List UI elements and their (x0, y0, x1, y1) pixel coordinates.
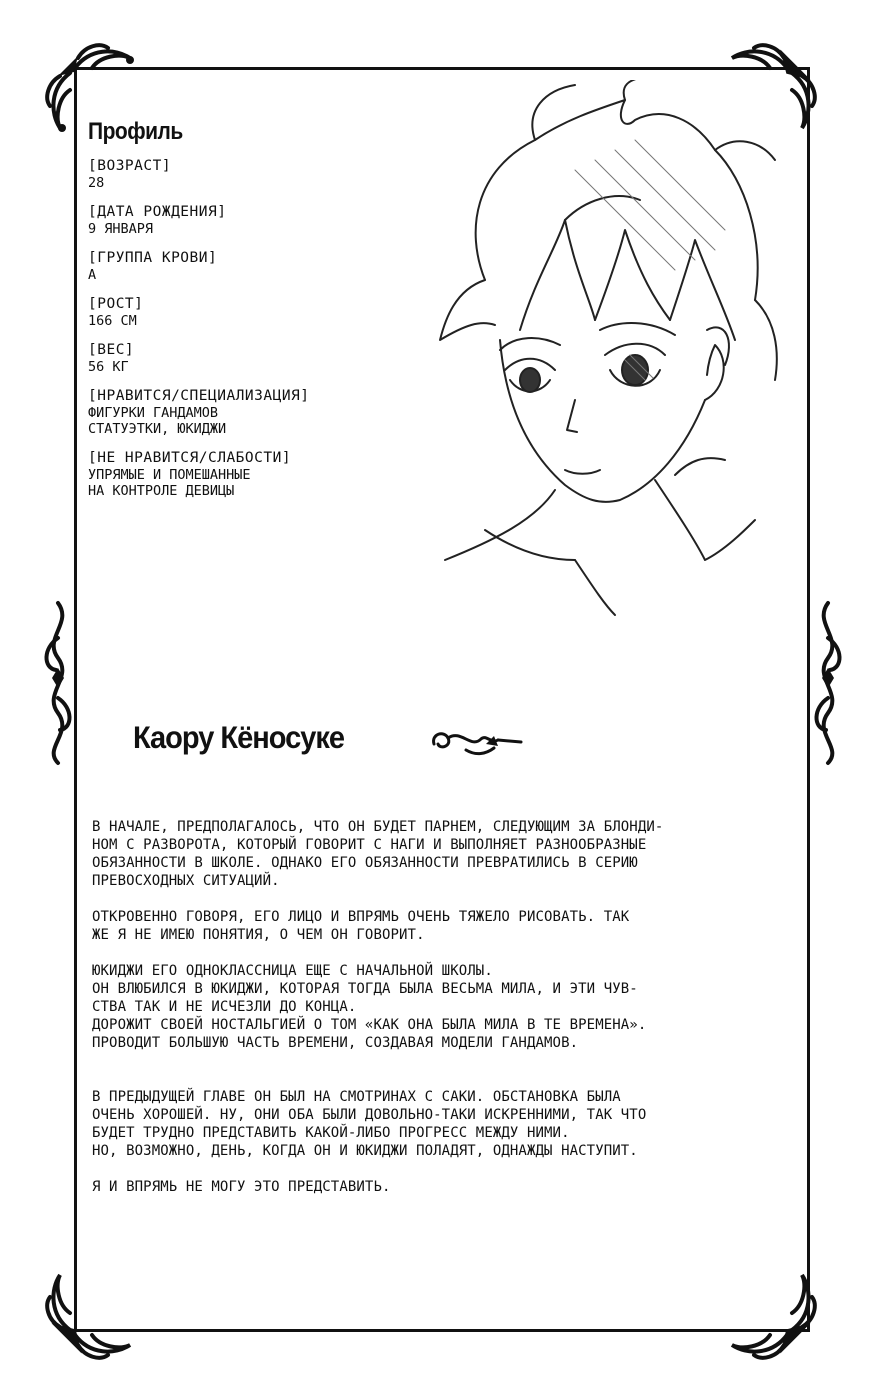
corner-flourish-icon (722, 1240, 832, 1375)
field-value: А (88, 267, 97, 283)
character-portrait (425, 80, 795, 620)
field-height (88, 296, 418, 329)
field-value: 166 СМ (88, 313, 137, 329)
field-label: [ВЕС] (88, 342, 135, 358)
character-name: Каору Кёносуке (133, 720, 344, 756)
profile-heading: Профиль (88, 118, 183, 145)
field-label: [ДАТА РОЖДЕНИЯ] (88, 204, 227, 220)
field-value: 28 (88, 175, 105, 191)
description-paragraph: В НАЧАЛЕ, ПРЕДПОЛАГАЛОСЬ, ЧТО ОН БУДЕТ ПАРНЕМ, СЛЕДУЮЩИМ ЗА БЛОНДИ- НОМ С РАЗВОРОТА, КОТОРЫЙ ГОВОРИТ С НАГИ И ВЫПОЛНЯЕТ РАЗНООБРАЗНЫЕ ОБЯЗАННОСТИ В ШКОЛЕ. ОДНАКО ЕГО ОБЯЗАННОСТИ ПРЕВРАТИЛИСЬ В СЕРИЮ ПРЕВОСХОДНЫХ СИТУАЦИЙ. (92, 819, 664, 889)
description-paragraph: ЮКИДЖИ ЕГО ОДНОКЛАССНИЦА ЕЩЕ С НАЧАЛЬНОЙ ШКОЛЫ. ОН ВЛЮБИЛСЯ В ЮКИДЖИ, КОТОРАЯ ТОГДА БЫЛА ВЕСЬМА МИЛА, И ЭТИ ЧУВ- СТВА ТАК И НЕ ИСЧЕЗЛИ ДО КОНЦА. ДОРОЖИТ СВОЕЙ НОСТАЛЬГИЕЙ О ТОМ «КАК ОНА БЫЛА МИЛА В ТЕ ВРЕМЕНА». ПРОВОДИТ БОЛЬШУЮ ЧАСТЬ ВРЕМЕНИ, СОЗДАВАЯ МОДЕЛИ ГАНДАМОВ. (92, 963, 647, 1051)
field-birthday (88, 204, 418, 237)
corner-flourish-icon (30, 1240, 140, 1375)
field-blood-type (88, 250, 418, 283)
field-value: 9 ЯНВАРЯ (88, 221, 154, 237)
description-paragraph: ОТКРОВЕННО ГОВОРЯ, ЕГО ЛИЦО И ВПРЯМЬ ОЧЕНЬ ТЯЖЕЛО РИСОВАТЬ. ТАК ЖЕ Я НЕ ИМЕЮ ПОНЯТИЯ, О ЧЕМ ОН ГОВОРИТ. (92, 909, 630, 943)
field-age (88, 158, 418, 191)
title-flourish-icon (426, 724, 526, 760)
field-value: ФИГУРКИ ГАНДАМОВ СТАТУЭТКИ, ЮКИДЖИ (88, 405, 227, 437)
description-paragraph: Я И ВПРЯМЬ НЕ МОГУ ЭТО ПРЕДСТАВИТЬ. (92, 1179, 391, 1195)
side-flourish-icon (38, 598, 78, 768)
description-text (92, 818, 787, 1214)
field-dislikes (88, 450, 418, 499)
field-value: УПРЯМЫЕ И ПОМЕШАННЫЕ НА КОНТРОЛЕ ДЕВИЦЫ (88, 467, 251, 499)
field-label: [ВОЗРАСТ] (88, 158, 172, 174)
field-likes (88, 388, 418, 437)
field-label: [НРАВИТСЯ/СПЕЦИАЛИЗАЦИЯ] (88, 388, 310, 404)
side-flourish-icon (808, 598, 848, 768)
field-label: [ГРУППА КРОВИ] (88, 250, 218, 266)
description-paragraph: В ПРЕДЫДУЩЕЙ ГЛАВЕ ОН БЫЛ НА СМОТРИНАХ С САКИ. ОБСТАНОВКА БЫЛА ОЧЕНЬ ХОРОШЕЙ. НУ, ОНИ ОБА БЫЛИ ДОВОЛЬНО-ТАКИ ИСКРЕННИМИ, ТАК ЧТО БУДЕТ ТРУДНО ПРЕДСТАВИТЬ КАКОЙ-ЛИБО ПРОГРЕСС МЕЖДУ НИМИ. НО, ВОЗМОЖНО, ДЕНЬ, КОГДА ОН И ЮКИДЖИ ПОЛАДЯТ, ОДНАЖДЫ НАСТУПИТ. (92, 1089, 647, 1159)
field-value: 56 КГ (88, 359, 129, 375)
profile-fields (88, 158, 418, 512)
field-label: [НЕ НРАВИТСЯ/СЛАБОСТИ] (88, 450, 292, 466)
field-weight (88, 342, 418, 375)
field-label: [РОСТ] (88, 296, 144, 312)
